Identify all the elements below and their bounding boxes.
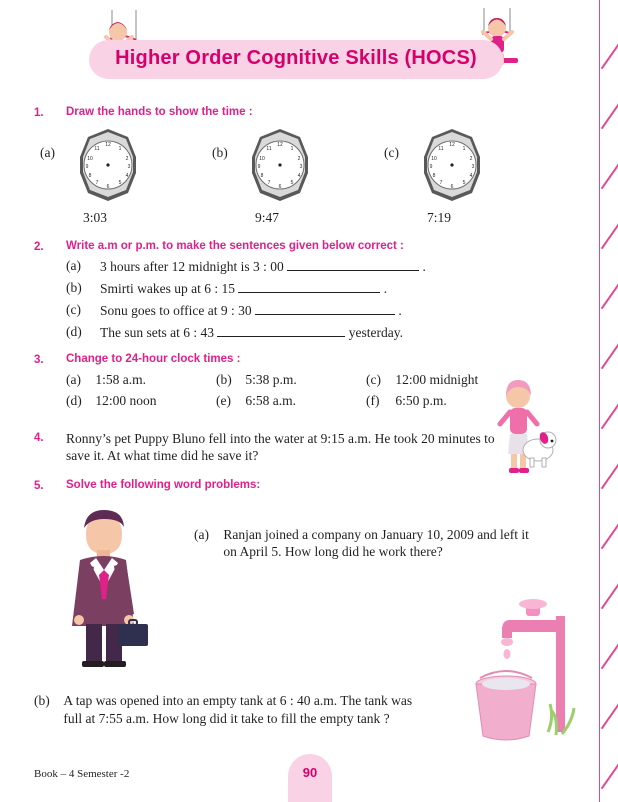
svg-text:6: 6 <box>106 184 110 190</box>
question-5-item-b <box>34 692 454 727</box>
item-text <box>100 258 426 275</box>
svg-text:4: 4 <box>469 173 473 179</box>
edge-diagonal <box>601 90 618 129</box>
item-text: Ranjan joined a company on January 10, 2009 and left it on April 5. How long did he work there? <box>223 526 529 560</box>
edge-diagonal <box>601 630 618 669</box>
question-2-item-d <box>66 324 564 341</box>
clock-cell-b <box>212 127 384 226</box>
item-label: (c) <box>66 302 81 317</box>
question-1 <box>34 106 564 119</box>
worksheet-content <box>34 106 564 668</box>
page-number: 90 <box>302 764 318 780</box>
svg-text:11: 11 <box>266 146 272 152</box>
question-3-item-e <box>216 393 366 409</box>
item-text-after: . <box>383 281 388 296</box>
item-label: (a) <box>66 372 81 387</box>
item-label: (e) <box>216 393 231 408</box>
svg-text:2: 2 <box>469 156 473 162</box>
svg-text:2: 2 <box>297 156 301 162</box>
footer-text: Book – 4 Semester -2 <box>34 768 130 780</box>
answer-blank[interactable] <box>255 302 395 315</box>
question-3-items <box>34 372 564 409</box>
item-text-before: The sun sets at 6 : 43 <box>100 325 214 340</box>
page-title: Higher Order Cognitive Skills (HOCS) <box>89 40 503 79</box>
item-text: 5:38 p.m. <box>245 372 297 387</box>
businessman-illustration <box>34 498 194 668</box>
svg-text:5: 5 <box>118 180 122 186</box>
question-1-number: 1. <box>34 107 44 119</box>
svg-text:4: 4 <box>125 173 129 179</box>
item-label: (b) <box>34 693 50 708</box>
page-number-badge <box>288 754 332 802</box>
svg-text:11: 11 <box>438 146 444 152</box>
svg-text:6: 6 <box>450 184 454 190</box>
edge-diagonal <box>601 570 618 609</box>
edge-diagonal <box>601 390 618 429</box>
question-5-number: 5. <box>34 479 44 492</box>
svg-text:9: 9 <box>429 164 433 170</box>
tap-and-bucket-illustration <box>470 592 590 752</box>
item-text: A tap was opened into an empty tank at 6 : 40 a.m. The tank was full at 7:55 a.m. How long did it take to fill the empty tank ? <box>63 693 413 726</box>
svg-text:1: 1 <box>118 146 122 152</box>
svg-text:11: 11 <box>94 146 100 152</box>
item-text-before: Sonu goes to office at 9 : 30 <box>100 303 252 318</box>
question-2 <box>34 240 564 253</box>
page-title-wrap <box>0 40 592 79</box>
clock-time-a: 3:03 <box>82 210 107 225</box>
item-text: 6:50 p.m. <box>395 393 447 408</box>
clock-b <box>242 127 318 208</box>
svg-text:10: 10 <box>87 156 93 162</box>
svg-text:10: 10 <box>259 156 265 162</box>
item-text-before: Smirti wakes up at 6 : 15 <box>100 281 235 296</box>
item-text-after: . <box>398 303 402 318</box>
question-5-heading: Solve the following word problems: <box>66 478 261 491</box>
question-2-item-c <box>66 302 564 319</box>
svg-text:10: 10 <box>431 156 437 162</box>
item-label: (a) <box>194 526 209 542</box>
item-text: 12:00 noon <box>95 393 157 408</box>
svg-text:2: 2 <box>125 156 129 162</box>
svg-text:12: 12 <box>105 142 111 148</box>
svg-text:9: 9 <box>85 164 89 170</box>
svg-text:8: 8 <box>88 173 92 179</box>
question-2-item-b <box>66 280 564 297</box>
question-3-heading: Change to 24-hour clock times : <box>66 353 241 365</box>
question-5 <box>34 479 564 492</box>
question-4 <box>34 431 564 465</box>
question-1-heading: Draw the hands to show the time : <box>66 106 253 118</box>
clock-label-a: (a) <box>40 145 55 160</box>
svg-text:5: 5 <box>462 180 466 186</box>
question-2-heading: Write a.m or p.m. to make the sentences given below correct : <box>66 240 404 252</box>
item-text: 6:58 a.m. <box>245 393 296 408</box>
question-2-number: 2. <box>34 241 44 253</box>
question-4-number: 4. <box>34 432 44 444</box>
item-text: 1:58 a.m. <box>95 372 146 387</box>
edge-diagonal <box>601 150 618 189</box>
item-label: (b) <box>66 280 82 295</box>
question-2-items <box>34 258 564 341</box>
question-3-number: 3. <box>34 354 44 366</box>
question-3 <box>34 353 564 366</box>
svg-text:1: 1 <box>462 146 466 152</box>
item-text-after: yesterday. <box>348 325 403 340</box>
item-label: (b) <box>216 372 232 387</box>
svg-text:7: 7 <box>267 180 271 186</box>
question-2-item-a <box>66 258 564 275</box>
item-label: (c) <box>366 372 381 387</box>
edge-diagonal <box>601 450 618 489</box>
item-text-after: . <box>422 259 426 274</box>
svg-text:5: 5 <box>290 180 294 186</box>
edge-diagonal <box>601 30 618 69</box>
svg-text:1: 1 <box>290 146 294 152</box>
svg-text:9: 9 <box>257 164 261 170</box>
clock-label-b: (b) <box>212 145 228 160</box>
question-3-item-b <box>216 372 366 388</box>
item-text <box>100 324 403 341</box>
svg-text:3: 3 <box>299 164 303 170</box>
item-label: (d) <box>66 324 82 339</box>
item-label: (d) <box>66 393 82 408</box>
svg-text:3: 3 <box>471 164 475 170</box>
clock-row <box>34 127 564 226</box>
item-text: 12:00 midnight <box>395 372 479 387</box>
svg-text:4: 4 <box>297 173 301 179</box>
page-edge-decoration <box>592 0 618 802</box>
answer-blank[interactable] <box>217 324 345 337</box>
svg-text:3: 3 <box>127 164 131 170</box>
clock-time-b: 9:47 <box>254 210 279 225</box>
svg-text:8: 8 <box>260 173 264 179</box>
edge-diagonal <box>601 270 618 309</box>
girl-with-dog-illustration <box>488 378 560 476</box>
svg-text:7: 7 <box>95 180 99 186</box>
edge-diagonal <box>601 210 618 249</box>
svg-text:7: 7 <box>439 180 443 186</box>
clock-cell-a <box>40 127 212 226</box>
edge-diagonal <box>601 690 618 729</box>
item-text <box>100 302 402 319</box>
question-3-item-a <box>66 372 216 388</box>
edge-vertical-line <box>599 0 601 802</box>
answer-blank[interactable] <box>287 258 419 271</box>
question-3-item-d <box>66 393 216 409</box>
item-label: (f) <box>366 393 380 408</box>
svg-text:6: 6 <box>278 184 282 190</box>
question-4-text: Ronny’s pet Puppy Bluno fell into the water at 9:15 a.m. He took 20 minutes to save it. At what time did he save it? <box>66 431 495 463</box>
svg-text:12: 12 <box>277 142 283 148</box>
clock-label-c: (c) <box>384 145 399 160</box>
item-label: (a) <box>66 258 81 273</box>
edge-diagonal <box>601 750 618 789</box>
answer-blank[interactable] <box>238 280 380 293</box>
edge-diagonal <box>601 330 618 369</box>
clock-c <box>414 127 490 208</box>
edge-diagonal <box>601 510 618 549</box>
svg-text:8: 8 <box>432 173 436 179</box>
clock-a <box>70 127 146 208</box>
svg-text:12: 12 <box>449 142 455 148</box>
clock-time-c: 7:19 <box>426 210 451 225</box>
clock-cell-c <box>384 127 556 226</box>
item-text <box>100 280 387 297</box>
item-text-before: 3 hours after 12 midnight is 3 : 00 <box>100 259 284 274</box>
